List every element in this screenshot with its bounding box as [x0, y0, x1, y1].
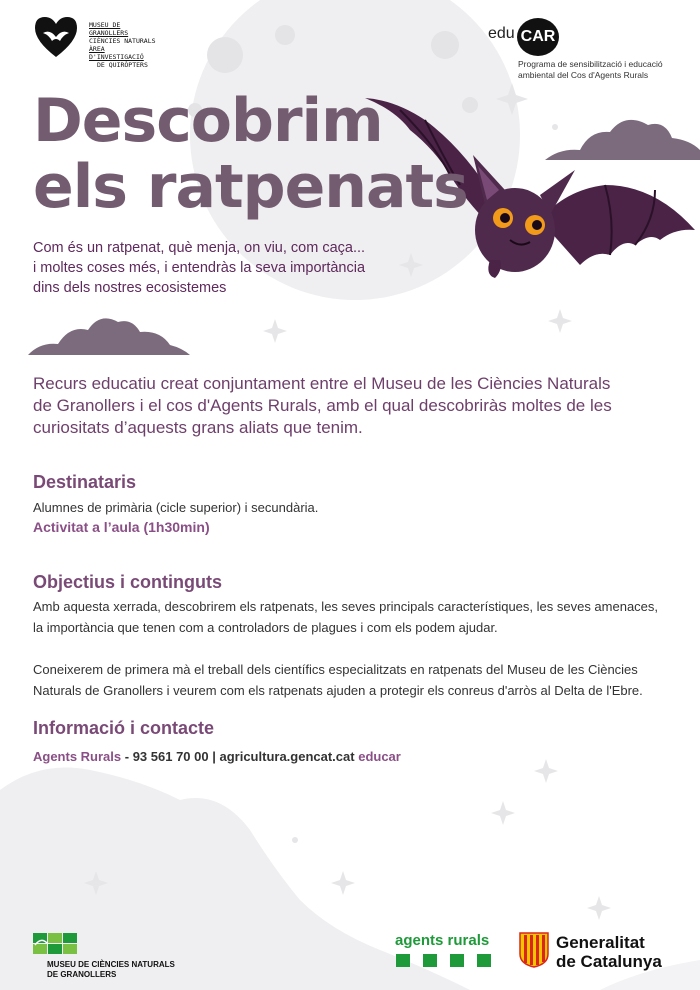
contact-educar-link[interactable]: educar: [358, 749, 401, 764]
objectius-heading: Objectius i continguts: [33, 572, 223, 592]
cloud-left: [28, 318, 190, 355]
footer-agents-rurals-logo: [395, 932, 495, 972]
museum-logo-line-2: CIÈNCIES NATURALS: [89, 37, 156, 45]
objectius-p1-line-2: la importància que tenen com a controladors de plagues i com els podem ajudar.: [33, 620, 498, 635]
intro-paragraph: [33, 373, 673, 439]
hero-subtitle: [33, 238, 393, 298]
agents-rurals-squares-icon: [395, 954, 495, 968]
contacte-section: [33, 718, 683, 764]
museum-mosaic-icon: [33, 933, 79, 955]
educar-tagline-1: Programa de sensibilització i educació: [518, 59, 663, 69]
contact-agents-link[interactable]: Agents Rurals: [33, 749, 122, 764]
objectius-p2-line-1: Coneixerem de primera mà el treball dels científics especialitzats en ratpenats del Museu de les Ciències: [33, 662, 638, 677]
museum-header-logo: [33, 15, 163, 69]
generalitat-line-2: de Catalunya: [556, 952, 662, 971]
footer-generalitat-logo: [519, 932, 679, 972]
agents-rurals-text: agents rurals: [395, 932, 490, 949]
subtitle-line-3: dins dels nostres ecosistemes: [33, 280, 227, 296]
educar-circle: [517, 18, 559, 56]
museum-logo-line-4: DE QUIRÒPTERS: [97, 61, 148, 69]
educar-suffix: CAR: [520, 28, 556, 45]
educar-prefix: edu: [488, 25, 515, 42]
museum-logo-line-3: ÀREA D'INVESTIGACIÓ: [89, 45, 144, 61]
destinataris-section: [33, 472, 673, 535]
title-line-1: Descobrim: [33, 86, 383, 156]
educar-logo: [488, 18, 688, 84]
intro-line-2: de Granollers i el cos d'Agents Rurals, amb el qual descobriràs moltes de les: [33, 396, 612, 415]
intro-line-3: curiositats d’aquests grans aliats que tenim.: [33, 418, 363, 437]
senyera-shield-icon: [519, 932, 549, 968]
destinataris-text: Alumnes de primària (cicle superior) i secundària.: [33, 500, 319, 515]
subtitle-line-2: i moltes coses més, i entendràs la seva importància: [33, 260, 366, 276]
footer-museum-line-1: MUSEU DE CIÈNCIES NATURALS: [47, 960, 175, 969]
objectius-p1-line-1: Amb aquesta xerrada, descobrirem els ratpenats, les seves principals característiques, les seves amenaces,: [33, 599, 659, 614]
subtitle-line-1: Com és un ratpenat, què menja, on viu, com caça...: [33, 240, 366, 256]
destinataris-heading: Destinataris: [33, 472, 137, 492]
footer-museum-logo: [33, 933, 203, 983]
title-line-2: els ratpenats: [33, 152, 468, 222]
contact-web-link[interactable]: agricultura.gencat.cat: [219, 749, 355, 764]
page-title: [33, 88, 468, 220]
objectius-paragraph-2: [33, 659, 683, 701]
contact-phone[interactable]: 93 561 70 00: [132, 749, 209, 764]
intro-line-1: Recurs educatiu creat conjuntament entre el Museu de les Ciències Naturals: [33, 374, 611, 393]
museum-logo-line-1: MUSEU DE GRANOLLERS: [89, 21, 129, 37]
contact-line: [33, 749, 683, 764]
footer-museum-line-2: DE GRANOLLERS: [47, 970, 117, 979]
objectius-paragraph-1: [33, 596, 683, 638]
activity-duration: Activitat a l’aula (1h30min): [33, 519, 210, 535]
objectius-p2-line-2: Naturals de Granollers i veurem com els ratpenats ajuden a protegir els conreus d'arròs al Delta de l'Ebre.: [33, 683, 643, 698]
contacte-heading: Informació i contacte: [33, 718, 215, 738]
heart-bat-icon: [33, 15, 79, 59]
contact-sep-2: |: [208, 749, 220, 764]
contact-sep-1: -: [121, 749, 133, 764]
objectius-section: [33, 572, 683, 701]
educar-tagline-2: ambiental del Cos d'Agents Rurals: [518, 70, 649, 80]
generalitat-line-1: Generalitat: [556, 933, 645, 952]
